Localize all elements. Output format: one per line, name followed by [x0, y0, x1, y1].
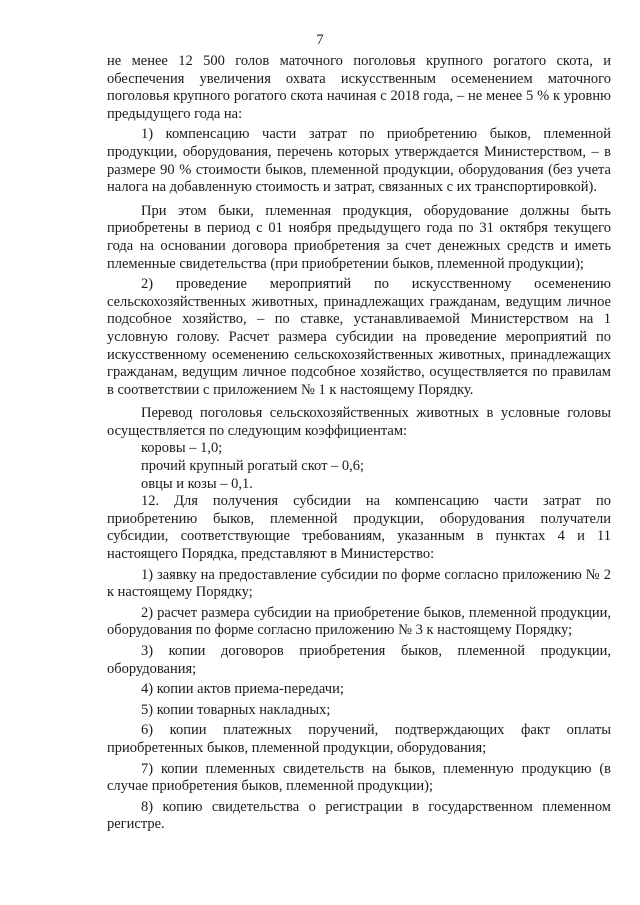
- paragraph-conversion: Перевод поголовья сельскохозяйственных животных в условные головы осуществляется по следующим коэффициентам:: [107, 405, 611, 439]
- list-item-registration-certificate: 8) копию свидетельства о регистрации в государственном племенном регистре.: [107, 798, 611, 833]
- coefficient-other-cattle: прочий крупный рогатый скот – 0,6;: [141, 458, 365, 475]
- list-item-breeding-certificates: 7) копии племенных свидетельств на быков, племенную продукцию (в случае приобретения быков, племенной продукции);: [107, 760, 611, 795]
- paragraph-purchase-conditions: При этом быки, племенная продукция, оборудование должны быть приобретены в период с 01 ноября предыдущего года по 31 октября текущего года на основании договора приобретения за счет денежных средств и иметь племенные свидетельства (при приобретении быков, племенной продукции);: [107, 202, 611, 272]
- list-item-calculation: 2) расчет размера субсидии на приобретение быков, племенной продукции, оборудования по форме согласно приложению № 3 к настоящему Порядку;: [107, 604, 611, 639]
- document-body: [107, 53, 611, 834]
- list-item-contracts: 3) копии договоров приобретения быков, племенной продукции, оборудования;: [107, 643, 611, 677]
- list-item-acceptance-acts: 4) копии актов приема-передачи;: [141, 681, 344, 698]
- paragraph-continuation: не менее 12 500 голов маточного поголовья крупного рогатого скота, и обеспечения увеличения охвата искусственным осеменением маточного поголовья крупного рогатого скота начиная с 2018 года, – не менее 5 % к уровню предыдущего года на:: [107, 53, 611, 122]
- list-item-invoices: 5) копии товарных накладных;: [141, 701, 331, 718]
- list-item-payment-orders: 6) копии платежных поручений, подтверждающих факт оплаты приобретенных быков, племенной продукции, оборудования;: [107, 722, 611, 756]
- paragraph-item-2: 2) проведение мероприятий по искусственному осеменению сельскохозяйственных животных, принадлежащих гражданам, ведущим личное подсобное хозяйство, – по ставке, устанавливаемой Министерством на 1 условную голову. Расчет размера субсидии на проведение мероприятий по искусственному осеменению сельскохозяйственных животных, принадлежащих гражданам, ведущим личное подсобное хозяйство, осуществляется по правилам в соответствии с приложением № 1 к настоящему Порядку.: [107, 276, 611, 398]
- paragraph-item-1: 1) компенсацию части затрат по приобретению быков, племенной продукции, оборудования, перечень которых утверждается Министерством, – в размере 90 % стоимости быков, племенной продукции, оборудования (без учета налога на добавленную стоимость и затрат, связанных с их транспортировкой).: [107, 126, 611, 196]
- coefficient-sheep-goats: овцы и козы – 0,1.: [141, 475, 253, 492]
- page-number: 7: [316, 32, 324, 48]
- list-item-application: 1) заявку на предоставление субсидии по форме согласно приложению № 2 к настоящему Порядку;: [107, 566, 611, 601]
- coefficient-cows: коровы – 1,0;: [141, 440, 223, 457]
- paragraph-section-12: 12. Для получения субсидии на компенсацию части затрат по приобретению быков, племенной продукции, оборудования получатели субсидии, соответствующие требованиям, указанным в пунктах 4 и 11 настоящего Порядка, представляют в Министерство:: [107, 493, 611, 563]
